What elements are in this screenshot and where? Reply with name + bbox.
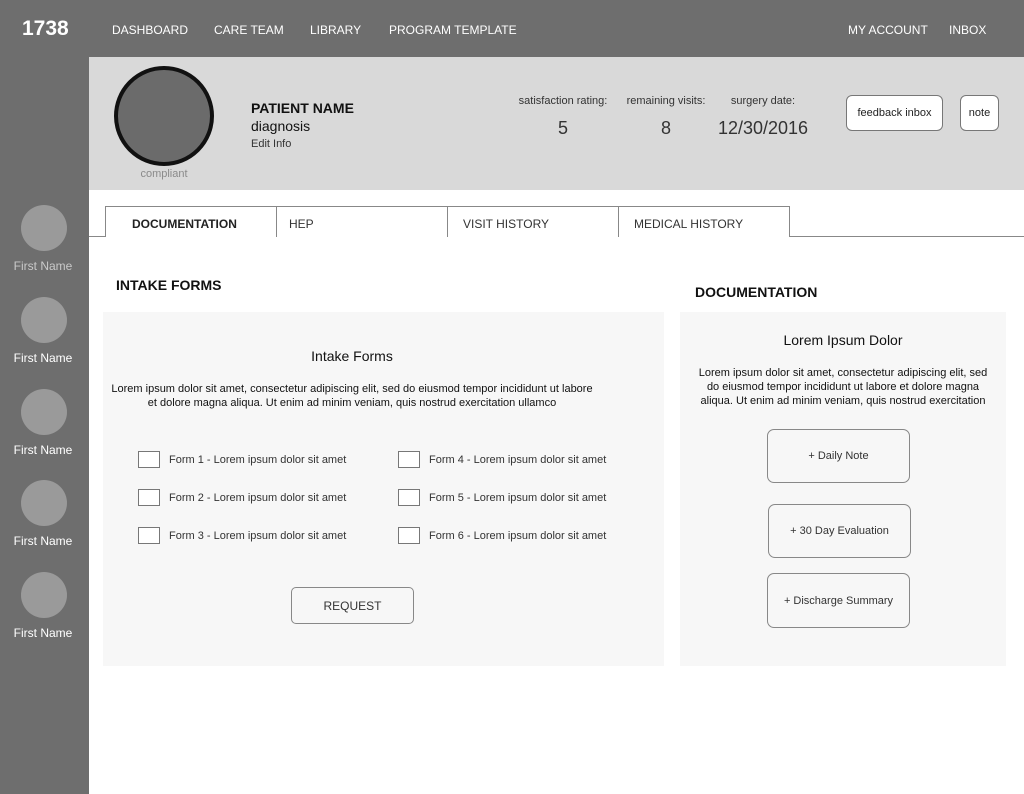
form-option[interactable] [398,489,628,507]
form-checkbox[interactable] [398,451,420,468]
tab-medical-history[interactable]: MEDICAL HISTORY [618,206,790,237]
avatar [21,389,67,435]
form-option[interactable] [138,527,368,545]
tab-hep[interactable]: HEP [276,206,448,237]
patient-header [89,57,1024,190]
form-checkbox[interactable] [398,527,420,544]
intake-forms-description-line: Lorem ipsum dolor sit amet, consectetur adipiscing elit, sed do eiusmod tempor incididunt ut labore [111,383,593,395]
form-label: Form 4 - Lorem ipsum dolor sit amet [429,454,607,466]
documentation-heading: DOCUMENTATION [695,284,818,300]
nav-dashboard[interactable]: DASHBOARD [112,23,189,37]
patient-name: PATIENT NAME [251,100,354,116]
surgery-date-value: 12/30/2016 [717,118,809,138]
avatar [21,297,67,343]
add-30-day-evaluation-button[interactable]: + 30 Day Evaluation [768,504,911,558]
form-label: Form 2 - Lorem ipsum dolor sit amet [169,492,347,504]
surgery-date-label: surgery date: [730,95,796,107]
intake-forms-description-line: et dolore magna aliqua. Ut enim ad minim veniam, quis nostrud exercitation ullamco [147,397,557,409]
form-label: Form 5 - Lorem ipsum dolor sit amet [429,492,607,504]
team-member-name: First Name [13,259,73,273]
documentation-description-line: Lorem ipsum dolor sit amet, consectetur adipiscing elit, sed [698,367,988,379]
remaining-visits-label: remaining visits: [626,95,706,107]
nav-my-account[interactable]: MY ACCOUNT [848,23,928,37]
team-member-name: First Name [13,351,73,365]
request-button[interactable]: REQUEST [291,587,414,624]
remaining-visits-value: 8 [660,118,671,138]
team-member-name: First Name [13,534,73,548]
form-label: Form 6 - Lorem ipsum dolor sit amet [429,530,607,542]
nav-care-team[interactable]: CARE TEAM [214,23,284,37]
form-checkbox[interactable] [398,489,420,506]
documentation-description-line: aliqua. Ut enim ad minim veniam, quis nostrud exercitation [700,395,986,407]
patient-avatar [114,66,214,166]
nav-inbox[interactable]: INBOX [949,23,987,37]
intake-forms-panel [103,312,664,666]
nav-library[interactable]: LIBRARY [310,23,362,37]
intake-forms-title: Intake Forms [311,348,393,364]
form-label: Form 3 - Lorem ipsum dolor sit amet [169,530,347,542]
team-member-name: First Name [13,443,73,457]
form-checkbox[interactable] [138,489,160,506]
satisfaction-rating-label: satisfaction rating: [518,95,608,107]
patient-diagnosis: diagnosis [251,118,311,134]
feedback-inbox-button[interactable]: feedback inbox [846,95,943,131]
care-team-sidebar [0,57,89,794]
form-label: Form 1 - Lorem ipsum dolor sit amet [169,454,347,466]
tab-documentation[interactable]: DOCUMENTATION [105,206,277,237]
form-option[interactable] [138,451,368,469]
avatar [21,480,67,526]
nav-program-template[interactable]: PROGRAM TEMPLATE [389,23,517,37]
compliance-status: compliant [140,168,188,180]
note-button[interactable]: note [960,95,999,131]
edit-info-link[interactable]: Edit Info [251,138,292,150]
add-discharge-summary-button[interactable]: + Discharge Summary [767,573,910,628]
avatar [21,205,67,251]
form-option[interactable] [398,527,628,545]
avatar [21,572,67,618]
satisfaction-rating-value: 5 [557,118,568,138]
intake-forms-heading: INTAKE FORMS [116,277,222,293]
top-nav-bar [0,0,1024,57]
team-member-name: First Name [13,626,73,640]
form-checkbox[interactable] [138,451,160,468]
tab-visit-history[interactable]: VISIT HISTORY [447,206,619,237]
app-logo[interactable]: 1738 [22,17,69,40]
documentation-description-line: do eiusmod tempor incididunt ut labore et dolore magna [706,381,980,393]
form-option[interactable] [398,451,628,469]
add-daily-note-button[interactable]: + Daily Note [767,429,910,483]
documentation-panel-title: Lorem Ipsum Dolor [783,332,903,348]
form-option[interactable] [138,489,368,507]
form-checkbox[interactable] [138,527,160,544]
documentation-panel [680,312,1006,666]
